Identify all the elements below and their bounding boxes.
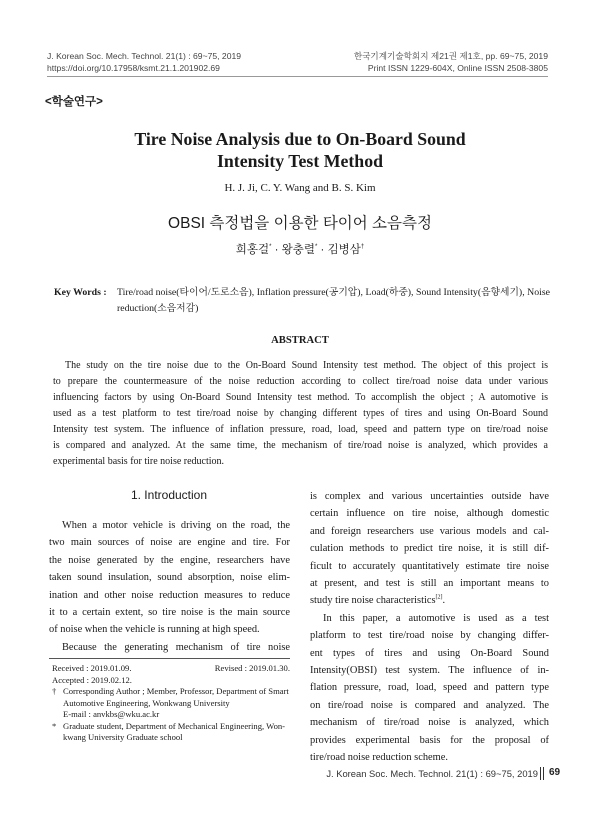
intro-right-column	[310, 488, 549, 767]
line-text: .	[442, 595, 446, 607]
paragraph-line: provides experimental basis for the proposal of	[310, 734, 549, 746]
section-heading-introduction: 1. Introduction	[130, 488, 208, 502]
paragraph-line: two main sources of noise are engine and tire. For	[49, 537, 290, 549]
note-line: Corresponding Author ; Member, Professor, Department of Smart	[63, 686, 289, 696]
abstract-line: to prepare the countermeasure of the noise reduction according to collect tire/road noise data under various	[53, 376, 548, 387]
revised-date: Revised : 2019.01.30.	[214, 663, 290, 673]
footnote-divider	[49, 658, 290, 659]
author-name: 희홍걸	[235, 244, 270, 256]
author-mark: *	[269, 244, 272, 251]
abstract-heading: ABSTRACT	[271, 335, 329, 346]
citation-ref[interactable]: [2]	[435, 594, 443, 601]
issn: Print ISSN 1229-604X, Online ISSN 2508-3805	[367, 63, 548, 73]
author-name: 왕충렬	[281, 244, 315, 256]
paragraph-line: the noise generated by the engine, researchers have	[49, 554, 290, 566]
authors-korean	[0, 241, 600, 257]
paragraph-line: When a motor vehicle is driving on the road, the	[62, 520, 290, 531]
author-separator: ·	[317, 244, 328, 256]
abstract-line: Intensity test system. The influence of inflation pressure, road, load, speed and pattern type on tire/road noise	[53, 424, 548, 435]
email[interactable]: E-mail : anvkbs@wku.ac.kr	[63, 709, 160, 719]
paragraph-line: ent types of tires and using On-Board Sound	[310, 647, 549, 659]
paragraph-line: platform to test tire/road noise by changing differ-	[310, 630, 549, 642]
paragraph-line: certain influence on tire noise, although domestic	[310, 508, 549, 520]
paragraph-line: and foreign researchers use various models and cal-	[310, 525, 549, 537]
paragraph-line: ficult to accurately quantitatively estimate tire noise	[310, 560, 549, 572]
journal-citation: J. Korean Soc. Mech. Technol. 21(1) : 69~75, 2019	[47, 51, 242, 61]
corresponding-author-note	[52, 686, 290, 721]
paragraph-line: Intensity(OBSI) test system. The influence of in-	[310, 665, 549, 677]
abstract-line: experimental basis for tire noise reduction.	[53, 456, 225, 467]
paragraph-line: mechanism of tire/road noise is analyzed, which	[310, 717, 549, 729]
journal-citation-korean: 한국기계기술학회지 제21권 제1호, pp. 69~75, 2019	[353, 51, 548, 61]
authors-english: H. J. Ji, C. Y. Wang and B. S. Kim	[224, 182, 376, 194]
dagger-mark: †	[52, 686, 57, 696]
paragraph-line: is complex and various uncertainties outside have	[310, 491, 549, 502]
abstract-line: used as a test platform to test tire/road noise by changing different types of tires and using On-Board Sound	[53, 408, 548, 419]
header-divider	[47, 76, 548, 77]
paragraph-line: on tire/road noise is compared and analyzed. The	[310, 699, 549, 711]
article-category: <학술연구>	[45, 96, 103, 108]
paragraph-line: Because the generating mechanism of tire noise	[62, 641, 290, 653]
paper-title	[0, 128, 600, 172]
note-line: Graduate student, Department of Mechanical Engineering, Won-	[63, 720, 286, 731]
abstract-body	[53, 358, 548, 470]
received-revised-row	[52, 663, 290, 675]
title-line: Intensity Test Method	[217, 151, 383, 171]
note-line: kwang University Graduate school	[63, 732, 183, 742]
author-mark: *	[314, 244, 318, 251]
accepted-date: Accepted : 2019.02.12.	[52, 674, 132, 685]
page-number: 69	[549, 767, 561, 778]
footer-journal-citation: J. Korean Soc. Mech. Technol. 21(1) : 69~75, 2019	[326, 768, 538, 779]
paragraph-line: culation methods to predict tire noise, it is still dif-	[310, 543, 549, 555]
paragraph-line: tire/road noise reduction scheme.	[310, 752, 448, 764]
author-separator: ·	[271, 244, 282, 256]
keywords-label: Key Words :	[54, 287, 107, 298]
paragraph-line: at present, and test is still an important means to	[310, 578, 549, 590]
asterisk-mark: *	[52, 720, 57, 731]
abstract-line: The study on the tire noise due to the On-Board Sound Intensity test method. The object of this project is	[65, 360, 548, 371]
paragraph-line: In this paper, a automotive is used as a test	[323, 612, 549, 624]
received-date: Received : 2019.01.09.	[52, 663, 132, 673]
footer-divider	[543, 767, 544, 780]
corresponding-mark: †	[360, 244, 365, 251]
paragraph-line: it to a certain extent, so tire noise is the main source	[49, 607, 290, 619]
keywords	[117, 285, 550, 316]
paragraph-line	[310, 592, 549, 609]
doi-link[interactable]: https://doi.org/10.17958/ksmt.21.1.201902.69	[47, 63, 220, 73]
footer-divider	[540, 767, 541, 780]
intro-left-column	[49, 517, 290, 656]
note-line: Automotive Engineering, Wonkwang University	[63, 697, 230, 708]
paragraph-line: of noise when the vehicle is running at high speed.	[49, 624, 260, 636]
paragraph-line: flation pressure, road, load, speed and pattern type	[310, 682, 549, 694]
paragraph-line: ination and other noise reduction measures to reduce	[49, 589, 290, 601]
title-korean: OBSI 측정법을 이용한 타이어 소음측정	[168, 215, 432, 232]
graduate-student-note	[52, 721, 290, 744]
title-line: Tire Noise Analysis due to On-Board Sound	[134, 129, 466, 149]
paragraph-line: taken sound insulation, sound absorption, noise elim-	[49, 572, 290, 584]
keywords-line: reduction(소음저감)	[117, 302, 199, 314]
abstract-line: influencing factors by using On-Board Sound Intensity test method. To accomplish the object ; A automotive is	[53, 392, 548, 403]
footnotes	[52, 663, 290, 744]
keywords-line: Tire/road noise(타이어/도로소음), Inflation pressure(공기압), Load(하중), Sound Intensity(음향세기), Noise	[117, 287, 550, 298]
author-name: 김병삼	[327, 244, 361, 256]
abstract-line: is compared and analyzed. At the same time, the mechanism of tire/road noise is analyzed, which provides a	[53, 440, 548, 451]
line-text: study tire noise characteristics	[310, 595, 436, 607]
